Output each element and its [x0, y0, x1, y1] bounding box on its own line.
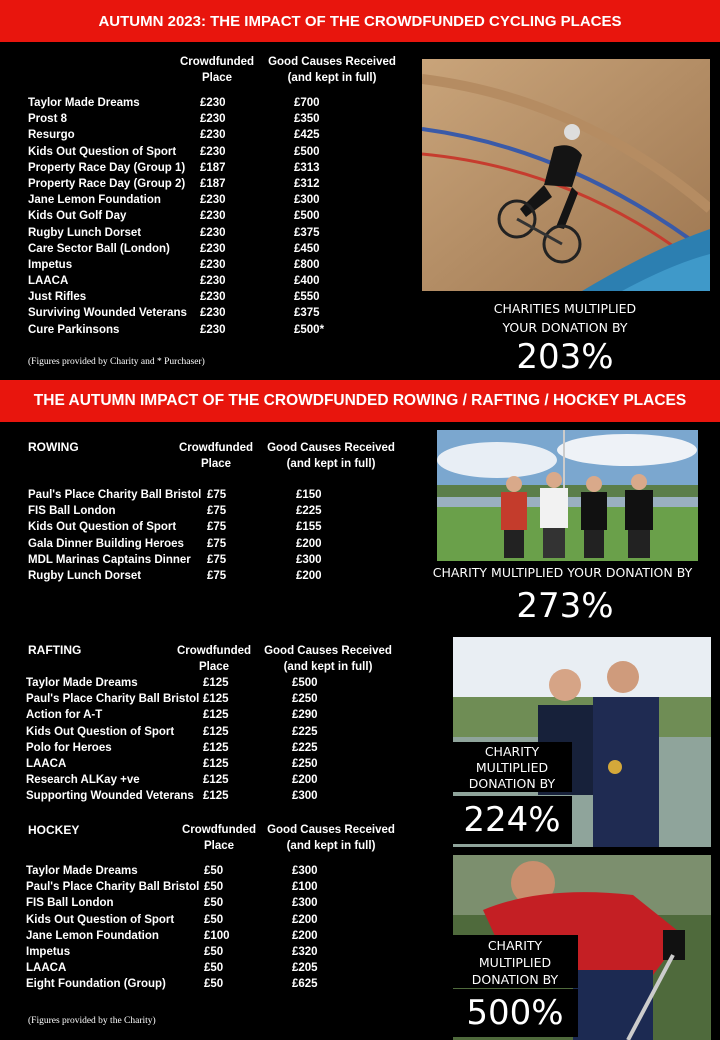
hockey-name-cell: Eight Foundation (Group) [26, 978, 166, 991]
hockey-row [26, 928, 396, 944]
hockey-place-cell: £50 [204, 881, 224, 894]
cycling-name-cell: Kids Out Golf Day [28, 210, 127, 223]
hockey-caption: CHARITY MULTIPLIED DONATION BY [452, 935, 578, 988]
rowing-received-cell: £200 [296, 569, 322, 582]
rafting-row [26, 707, 396, 723]
cycling-note: (Figures provided by Charity and * Purchaser) [28, 357, 205, 367]
cycling-place-cell: £187 [200, 161, 226, 174]
rafting-name-cell: Action for A-T [26, 709, 103, 722]
rowing-row [28, 487, 398, 503]
cycling-row [28, 176, 398, 192]
cycling-name-cell: Surviving Wounded Veterans [28, 307, 187, 320]
cycling-name-cell: Kids Out Question of Sport [28, 145, 177, 158]
rowing-name-cell: FIS Ball London [28, 505, 116, 518]
cycling-name-cell: Rugby Lunch Dorset [28, 226, 142, 239]
cycling-row [28, 241, 398, 257]
cycling-row [28, 192, 398, 208]
rafting-place-cell: £125 [203, 709, 229, 722]
hockey-row [26, 895, 396, 911]
rowing-row [28, 568, 398, 584]
rafting-name-cell: Kids Out Question of Sport [26, 725, 175, 738]
cycling-place-cell: £230 [200, 113, 226, 126]
hockey-place-cell: £50 [204, 897, 224, 910]
rowing-caption: CHARITY MULTIPLIED YOUR DONATION BY [432, 565, 693, 580]
rowing-received-cell: £225 [296, 505, 322, 518]
hockey-row [26, 960, 396, 976]
cycling-name-cell: Cure Parkinsons [28, 323, 120, 336]
rafting-place-cell: £125 [203, 693, 229, 706]
rafting-name-cell: Supporting Wounded Veterans [26, 790, 194, 803]
hockey-header-received: Good Causes Received (and kept in full) [267, 824, 395, 852]
cycling-banner: AUTUMN 2023: THE IMPACT OF THE CROWDFUNDED CYCLING PLACES [0, 0, 720, 42]
rafting-received-cell: £200 [292, 774, 318, 787]
cycling-received-cell: £350 [294, 113, 320, 126]
rowing-header-place: Crowdfunded Place [178, 442, 254, 470]
rafting-title: RAFTING [28, 643, 82, 657]
hockey-received-cell: £300 [292, 865, 318, 877]
hockey-row [26, 944, 396, 960]
cycling-received-cell: £500 [294, 145, 320, 158]
cycling-received-cell: £500* [294, 323, 325, 336]
cycling-place-cell: £230 [200, 145, 226, 158]
cycling-received-cell: £400 [294, 275, 320, 288]
cycling-row [28, 273, 398, 289]
rowing-row [28, 552, 398, 568]
velodrome-cyclist-photo [422, 59, 710, 291]
cycling-place-cell: £230 [200, 275, 226, 288]
hockey-place-cell: £50 [204, 962, 224, 975]
cycling-received-cell: £450 [294, 242, 320, 255]
rafting-row [26, 675, 396, 691]
cycling-name-cell: Prost 8 [28, 113, 67, 126]
rafting-place-cell: £125 [203, 725, 229, 738]
cycling-received-cell: £800 [294, 258, 320, 271]
rowing-place-cell: £75 [207, 537, 227, 550]
rafting-place-cell: £125 [203, 677, 229, 689]
rowing-name-cell: Kids Out Question of Sport [28, 521, 177, 534]
hockey-name-cell: LAACA [26, 962, 67, 975]
rowing-table [28, 487, 398, 584]
rowing-received-cell: £155 [296, 521, 322, 534]
rowing-row [28, 503, 398, 519]
rafting-received-cell: £225 [292, 741, 318, 754]
hockey-place-cell: £50 [204, 913, 224, 926]
cycling-place-cell: £230 [200, 323, 226, 336]
cycling-percent: 203% [516, 337, 614, 377]
rafting-place-cell: £125 [203, 774, 229, 787]
cycling-name-cell: Property Race Day (Group 1) [28, 161, 186, 174]
hockey-received-cell: £200 [292, 929, 318, 942]
rowing-rafting-hockey-banner: THE AUTUMN IMPACT OF THE CROWDFUNDED ROWING / RAFTING / HOCKEY PLACES [0, 380, 720, 422]
cycling-received-cell: £300 [294, 194, 320, 207]
rafting-received-cell: £250 [292, 693, 318, 706]
hockey-note: (Figures provided by the Charity) [28, 1016, 156, 1026]
hockey-name-cell: Jane Lemon Foundation [26, 929, 159, 942]
rafting-table [26, 675, 396, 805]
cycling-header-place: Crowdfunded Place [179, 56, 255, 84]
cycling-place-cell: £230 [200, 129, 226, 142]
rafting-row [26, 691, 396, 707]
rowing-row [28, 536, 398, 552]
rowing-percent: 273% [516, 586, 614, 626]
rafting-received-cell: £250 [292, 757, 318, 770]
rafting-header-place: Crowdfunded Place [176, 645, 252, 673]
cycling-row [28, 225, 398, 241]
cycling-row [28, 208, 398, 224]
cycling-place-cell: £230 [200, 258, 226, 271]
rafting-received-cell: £500 [292, 677, 318, 689]
cycling-name-cell: LAACA [28, 275, 69, 288]
cycling-row [28, 127, 398, 143]
cycling-place-cell: £230 [200, 210, 226, 223]
hockey-name-cell: FIS Ball London [26, 897, 114, 910]
cycling-place-cell: £230 [200, 291, 226, 304]
rowing-place-cell: £75 [207, 521, 227, 534]
cycling-received-cell: £500 [294, 210, 320, 223]
cycling-place-cell: £230 [200, 242, 226, 255]
rafting-row [26, 724, 396, 740]
hockey-received-cell: £200 [292, 913, 318, 926]
rowing-name-cell: Paul's Place Charity Ball Bristol [28, 489, 202, 501]
hockey-received-cell: £300 [292, 897, 318, 910]
hockey-row [26, 863, 396, 879]
rowing-place-cell: £75 [207, 553, 227, 566]
cycling-name-cell: Care Sector Ball (London) [28, 242, 170, 255]
hockey-name-cell: Kids Out Question of Sport [26, 913, 175, 926]
rowing-place-cell: £75 [207, 569, 227, 582]
rowing-team-photo [437, 430, 698, 561]
hockey-name-cell: Impetus [26, 945, 71, 958]
rafting-percent: 224% [452, 796, 572, 844]
hockey-received-cell: £625 [292, 978, 318, 991]
cycling-received-cell: £313 [294, 161, 320, 174]
rafting-row [26, 772, 396, 788]
cycling-row [28, 144, 398, 160]
hockey-place-cell: £50 [204, 865, 224, 877]
cycling-table [28, 95, 398, 338]
rafting-place-cell: £125 [203, 757, 229, 770]
hockey-row [26, 976, 396, 992]
hockey-received-cell: £320 [292, 945, 318, 958]
rowing-received-cell: £200 [296, 537, 322, 550]
cycling-received-cell: £700 [294, 97, 320, 109]
rafting-name-cell: LAACA [26, 757, 67, 770]
hockey-received-cell: £205 [292, 962, 318, 975]
hockey-name-cell: Paul's Place Charity Ball Bristol [26, 881, 200, 894]
rafting-caption: CHARITY MULTIPLIED DONATION BY [452, 742, 572, 792]
rowing-name-cell: Rugby Lunch Dorset [28, 569, 142, 582]
rowing-received-cell: £150 [296, 489, 322, 501]
cycling-place-cell: £230 [200, 226, 226, 239]
cycling-name-cell: Property Race Day (Group 2) [28, 177, 186, 190]
cycling-row [28, 289, 398, 305]
hockey-row [26, 879, 396, 895]
rafting-name-cell: Taylor Made Dreams [26, 677, 138, 689]
hockey-header-place: Crowdfunded Place [181, 824, 257, 852]
rafting-name-cell: Research ALKay +ve [26, 774, 140, 787]
cycling-name-cell: Taylor Made Dreams [28, 97, 140, 109]
cycling-row [28, 257, 398, 273]
hockey-name-cell: Taylor Made Dreams [26, 865, 138, 877]
cycling-row [28, 322, 398, 338]
rafting-place-cell: £125 [203, 741, 229, 754]
cycling-place-cell: £230 [200, 307, 226, 320]
hockey-title: HOCKEY [28, 823, 80, 837]
rowing-row [28, 519, 398, 535]
hockey-place-cell: £100 [204, 929, 230, 942]
cycling-place-cell: £230 [200, 194, 226, 207]
rowing-title: ROWING [28, 440, 79, 454]
hockey-place-cell: £50 [204, 978, 224, 991]
cycling-name-cell: Just Rifles [28, 291, 87, 304]
cycling-header-received: Good Causes Received (and kept in full) [268, 56, 396, 84]
cycling-name-cell: Resurgo [28, 129, 75, 142]
cycling-received-cell: £375 [294, 226, 320, 239]
rafting-name-cell: Polo for Heroes [26, 741, 112, 754]
cycling-name-cell: Jane Lemon Foundation [28, 194, 161, 207]
hockey-row [26, 912, 396, 928]
cycling-place-cell: £230 [200, 97, 226, 109]
rafting-row [26, 756, 396, 772]
hockey-received-cell: £100 [292, 881, 318, 894]
hockey-place-cell: £50 [204, 945, 224, 958]
rafting-received-cell: £300 [292, 790, 318, 803]
cycling-received-cell: £425 [294, 129, 320, 142]
cycling-received-cell: £312 [294, 177, 320, 190]
cycling-name-cell: Impetus [28, 258, 73, 271]
cycling-received-cell: £550 [294, 291, 320, 304]
rowing-place-cell: £75 [207, 505, 227, 518]
rafting-received-cell: £290 [292, 709, 318, 722]
rafting-received-cell: £225 [292, 725, 318, 738]
hockey-percent: 500% [452, 989, 578, 1037]
cycling-row [28, 305, 398, 321]
cycling-row [28, 160, 398, 176]
rafting-row [26, 788, 396, 804]
cycling-place-cell: £187 [200, 177, 226, 190]
rafting-name-cell: Paul's Place Charity Ball Bristol [26, 693, 200, 706]
rafting-place-cell: £125 [203, 790, 229, 803]
rowing-received-cell: £300 [296, 553, 322, 566]
cycling-caption: CHARITIES MULTIPLIED YOUR DONATION BY [493, 301, 637, 335]
rafting-row [26, 740, 396, 756]
rowing-place-cell: £75 [207, 489, 227, 501]
rowing-name-cell: MDL Marinas Captains Dinner [28, 553, 191, 566]
rafting-header-received: Good Causes Received (and kept in full) [264, 645, 392, 673]
hockey-table [26, 863, 396, 993]
cycling-row [28, 111, 398, 127]
rowing-name-cell: Gala Dinner Building Heroes [28, 537, 184, 550]
rowing-header-received: Good Causes Received (and kept in full) [267, 442, 395, 470]
cycling-row [28, 95, 398, 111]
cycling-received-cell: £375 [294, 307, 320, 320]
